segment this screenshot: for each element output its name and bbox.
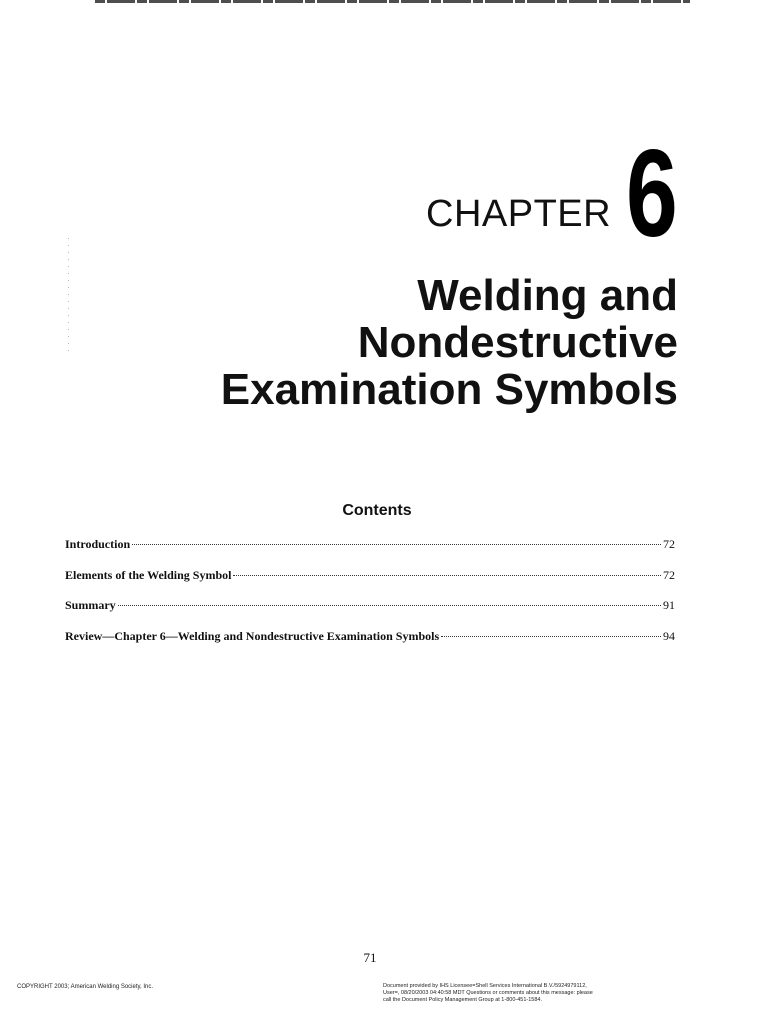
footer-notice-line: call the Document Policy Management Group at 1-800-451-1584. [383, 997, 542, 1003]
contents-heading: Contents [342, 502, 412, 519]
footer-copyright: COPYRIGHT 2003; American Welding Society, Inc. [17, 984, 154, 990]
toc-entry-title: Review—Chapter 6—Welding and Nondestructive Examination Symbols [65, 628, 440, 643]
chapter-title-line-1: Welding and [417, 271, 678, 320]
toc-entry-summary[interactable] [65, 598, 675, 629]
margin-dots [68, 238, 69, 356]
footer-notice [383, 983, 663, 1004]
toc-entry-elements[interactable] [65, 568, 675, 599]
chapter-title-line-2: Nondestructive [357, 318, 678, 367]
page-top-rule [95, 0, 690, 3]
toc-entry-page: 72 [663, 567, 675, 582]
toc-entry-title: Summary [65, 598, 116, 612]
chapter-title [158, 272, 678, 413]
toc-entry-title: Elements of the Welding Symbol [65, 567, 232, 582]
toc-entry-review[interactable] [65, 629, 675, 660]
toc-entry-introduction[interactable] [65, 537, 675, 568]
toc-entry-page: 94 [663, 628, 675, 643]
table-of-contents [65, 537, 675, 659]
toc-leader-dots [441, 636, 661, 637]
toc-entry-page: 72 [663, 537, 675, 551]
chapter-title-line-3: Examination Symbols [220, 365, 678, 414]
footer-notice-line: User=, 08/20/2003 04:40:58 MDT Questions or comments about this message: please [383, 990, 593, 996]
footer-notice-line: Document provided by IHS Licensee=Shell Services International B.V./5924979112, [383, 983, 587, 989]
toc-entry-page: 91 [663, 598, 675, 612]
toc-leader-dots [233, 575, 661, 576]
toc-leader-dots [132, 544, 661, 545]
page-number: 71 [363, 950, 377, 965]
toc-entry-title: Introduction [65, 537, 131, 551]
chapter-number: 6 [626, 125, 678, 263]
toc-leader-dots [118, 605, 661, 606]
chapter-label: CHAPTER [426, 193, 612, 235]
